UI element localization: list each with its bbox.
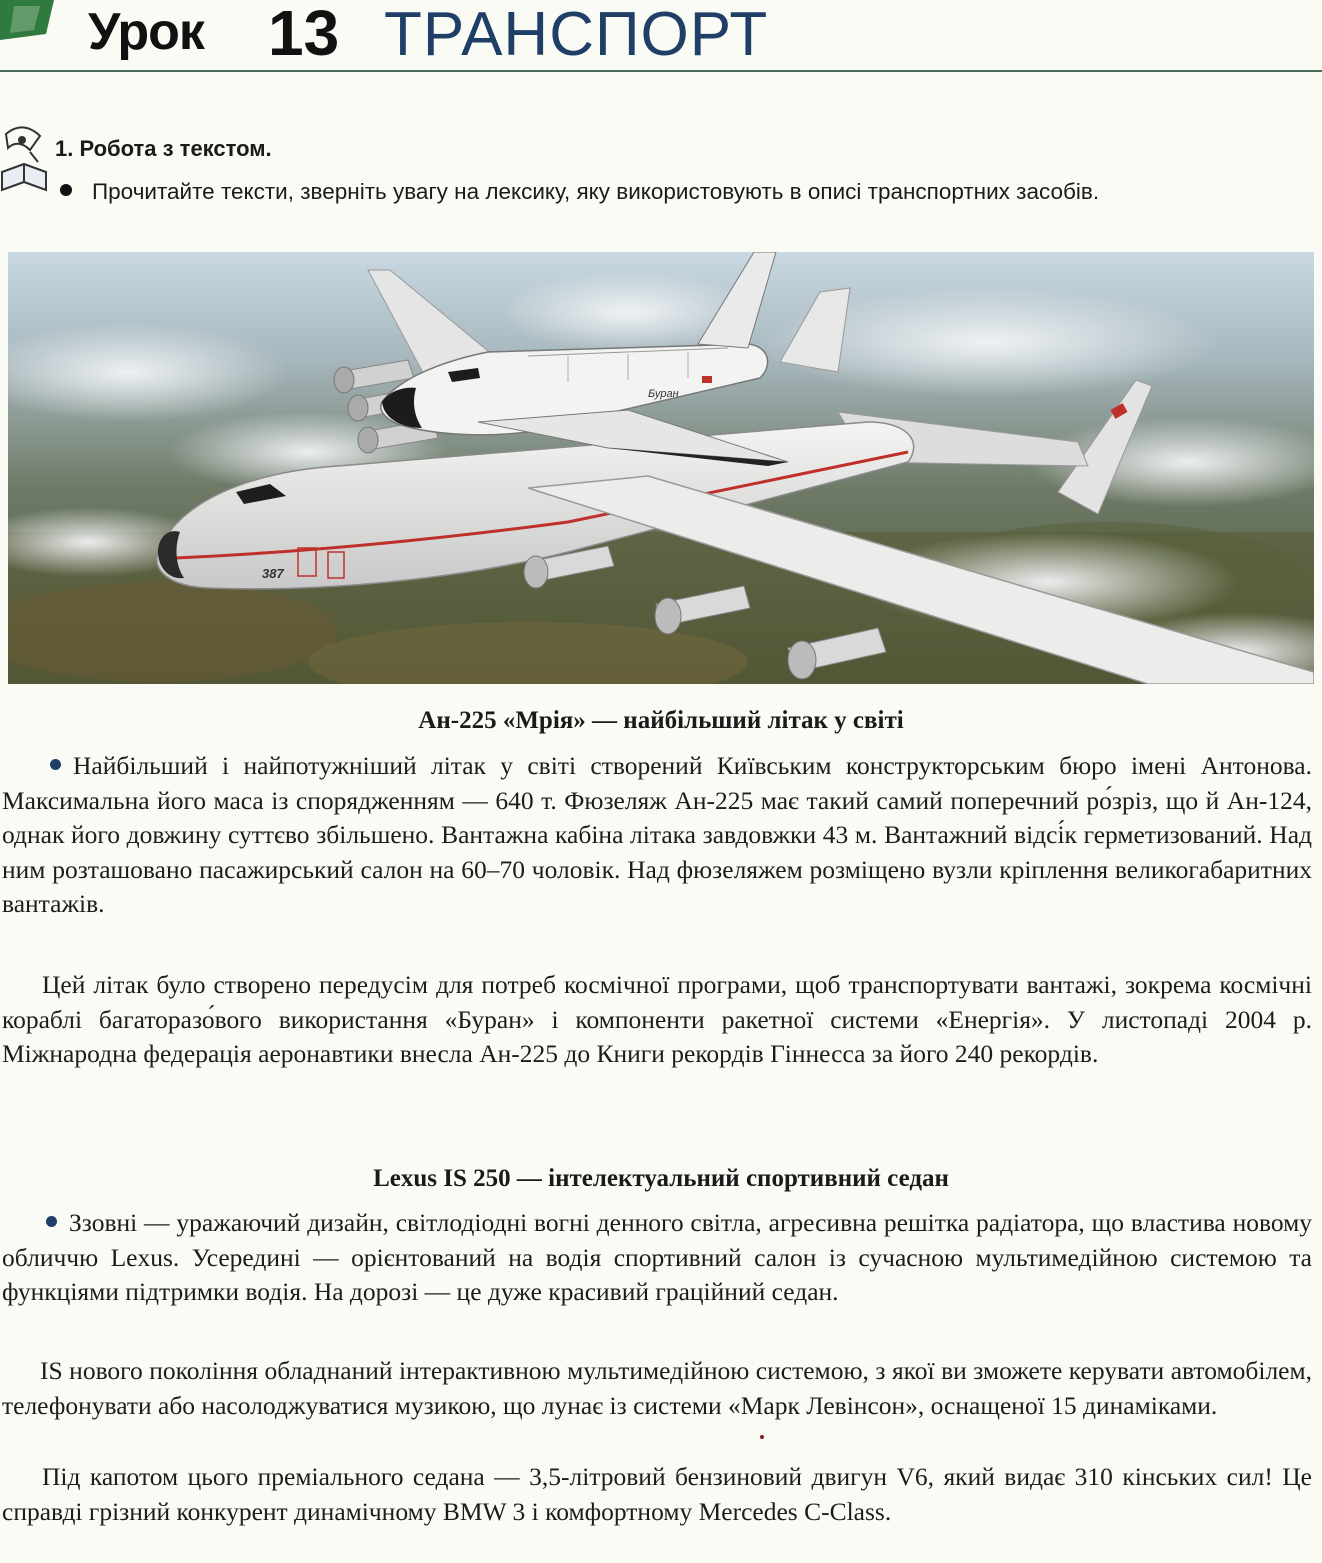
lesson-title: ТРАНСПОРТ bbox=[384, 0, 769, 69]
shuttle-label: Буран bbox=[648, 388, 679, 400]
article-paragraph bbox=[2, 749, 1312, 922]
reading-book-icon bbox=[0, 112, 50, 204]
lesson-number: 13 bbox=[268, 0, 340, 69]
an-225-photo bbox=[8, 252, 1314, 684]
hull-number: 387 bbox=[262, 566, 284, 581]
paragraph-text: Найбільший і найпотужніший літак у світі створений Київським конструкторським бюро імені Антонова. Максимальна його маса із спорядженням — 640 т. Фюзеляж Ан-225 має такий самий поперечний ро́зріз, що й Ан-124, однак його довжину суттєво збільшено. Вантажна кабіна літака завдовжки 43 м. Вантажний відсі́к герметизований. Над ним розташовано пасажирський салон на 60–70 чоловік. Над фюзеляжем розміщено вузли кріплення великогабаритних вантажів. bbox=[2, 751, 1312, 919]
task-instruction: Прочитайте тексти, зверніть увагу на лексику, яку використовують в описі транспортних засобів. bbox=[92, 179, 1100, 204]
article-title-an225: Ан-225 «Мрія» — найбільший літак у світі bbox=[418, 707, 904, 734]
article-paragraph bbox=[2, 1206, 1312, 1310]
article-paragraph: Цей літак було створено передусім для потреб космічної програми, щоб транспортувати вантажі, зокрема космічні кораблі багаторазо́вого використання «Буран» і компоненти ракетної системи «Енергія». У листопаді 2004 р. Міжнародна федерація аеронавтики внесла Ан-225 до Книги рекордів Гіннесса за його 240 рекордів. bbox=[2, 970, 1312, 1069]
article-paragraph: Під капотом цього преміального седана — 3,5-літровий бензиновий двигун V6, який видає 310 кінських сил! Це справді грізний конкурент динамічному BMW 3 і комфортному Mercedes C-Class. bbox=[2, 1462, 1312, 1526]
article-paragraph: IS нового покоління обладнаний інтерактивною мультимедійною системою, з якої ви зможете керувати автомобілем, телефонувати або насолоджуватися музикою, що лунає із системи «Марк Левінсон», оснащеної 15 динаміками. bbox=[2, 1356, 1312, 1420]
paragraph-text: Ззовні — уражаючий дизайн, світлодіодні вогні денного світла, агресивна решітка радіатора, що властива новому обличчю Lexus. Усередині — орієнтований на водія спортивний салон із сучасною мультимедійною системою та функціями підтримки водія. На дорозі — це дуже красивий граційний седан. bbox=[2, 1208, 1312, 1307]
bullet-icon bbox=[50, 759, 61, 770]
print-speck bbox=[760, 1435, 764, 1439]
bullet-icon bbox=[46, 1216, 57, 1227]
article-title-lexus: Lexus IS 250 — інтелектуальний спортивний седан bbox=[373, 1165, 949, 1192]
header-divider bbox=[0, 70, 1322, 72]
lesson-label: Урок bbox=[88, 3, 204, 61]
bullet-icon bbox=[60, 184, 72, 196]
corner-tab-icon bbox=[0, 0, 56, 40]
task-heading: 1. Робота з текстом. bbox=[55, 136, 272, 161]
